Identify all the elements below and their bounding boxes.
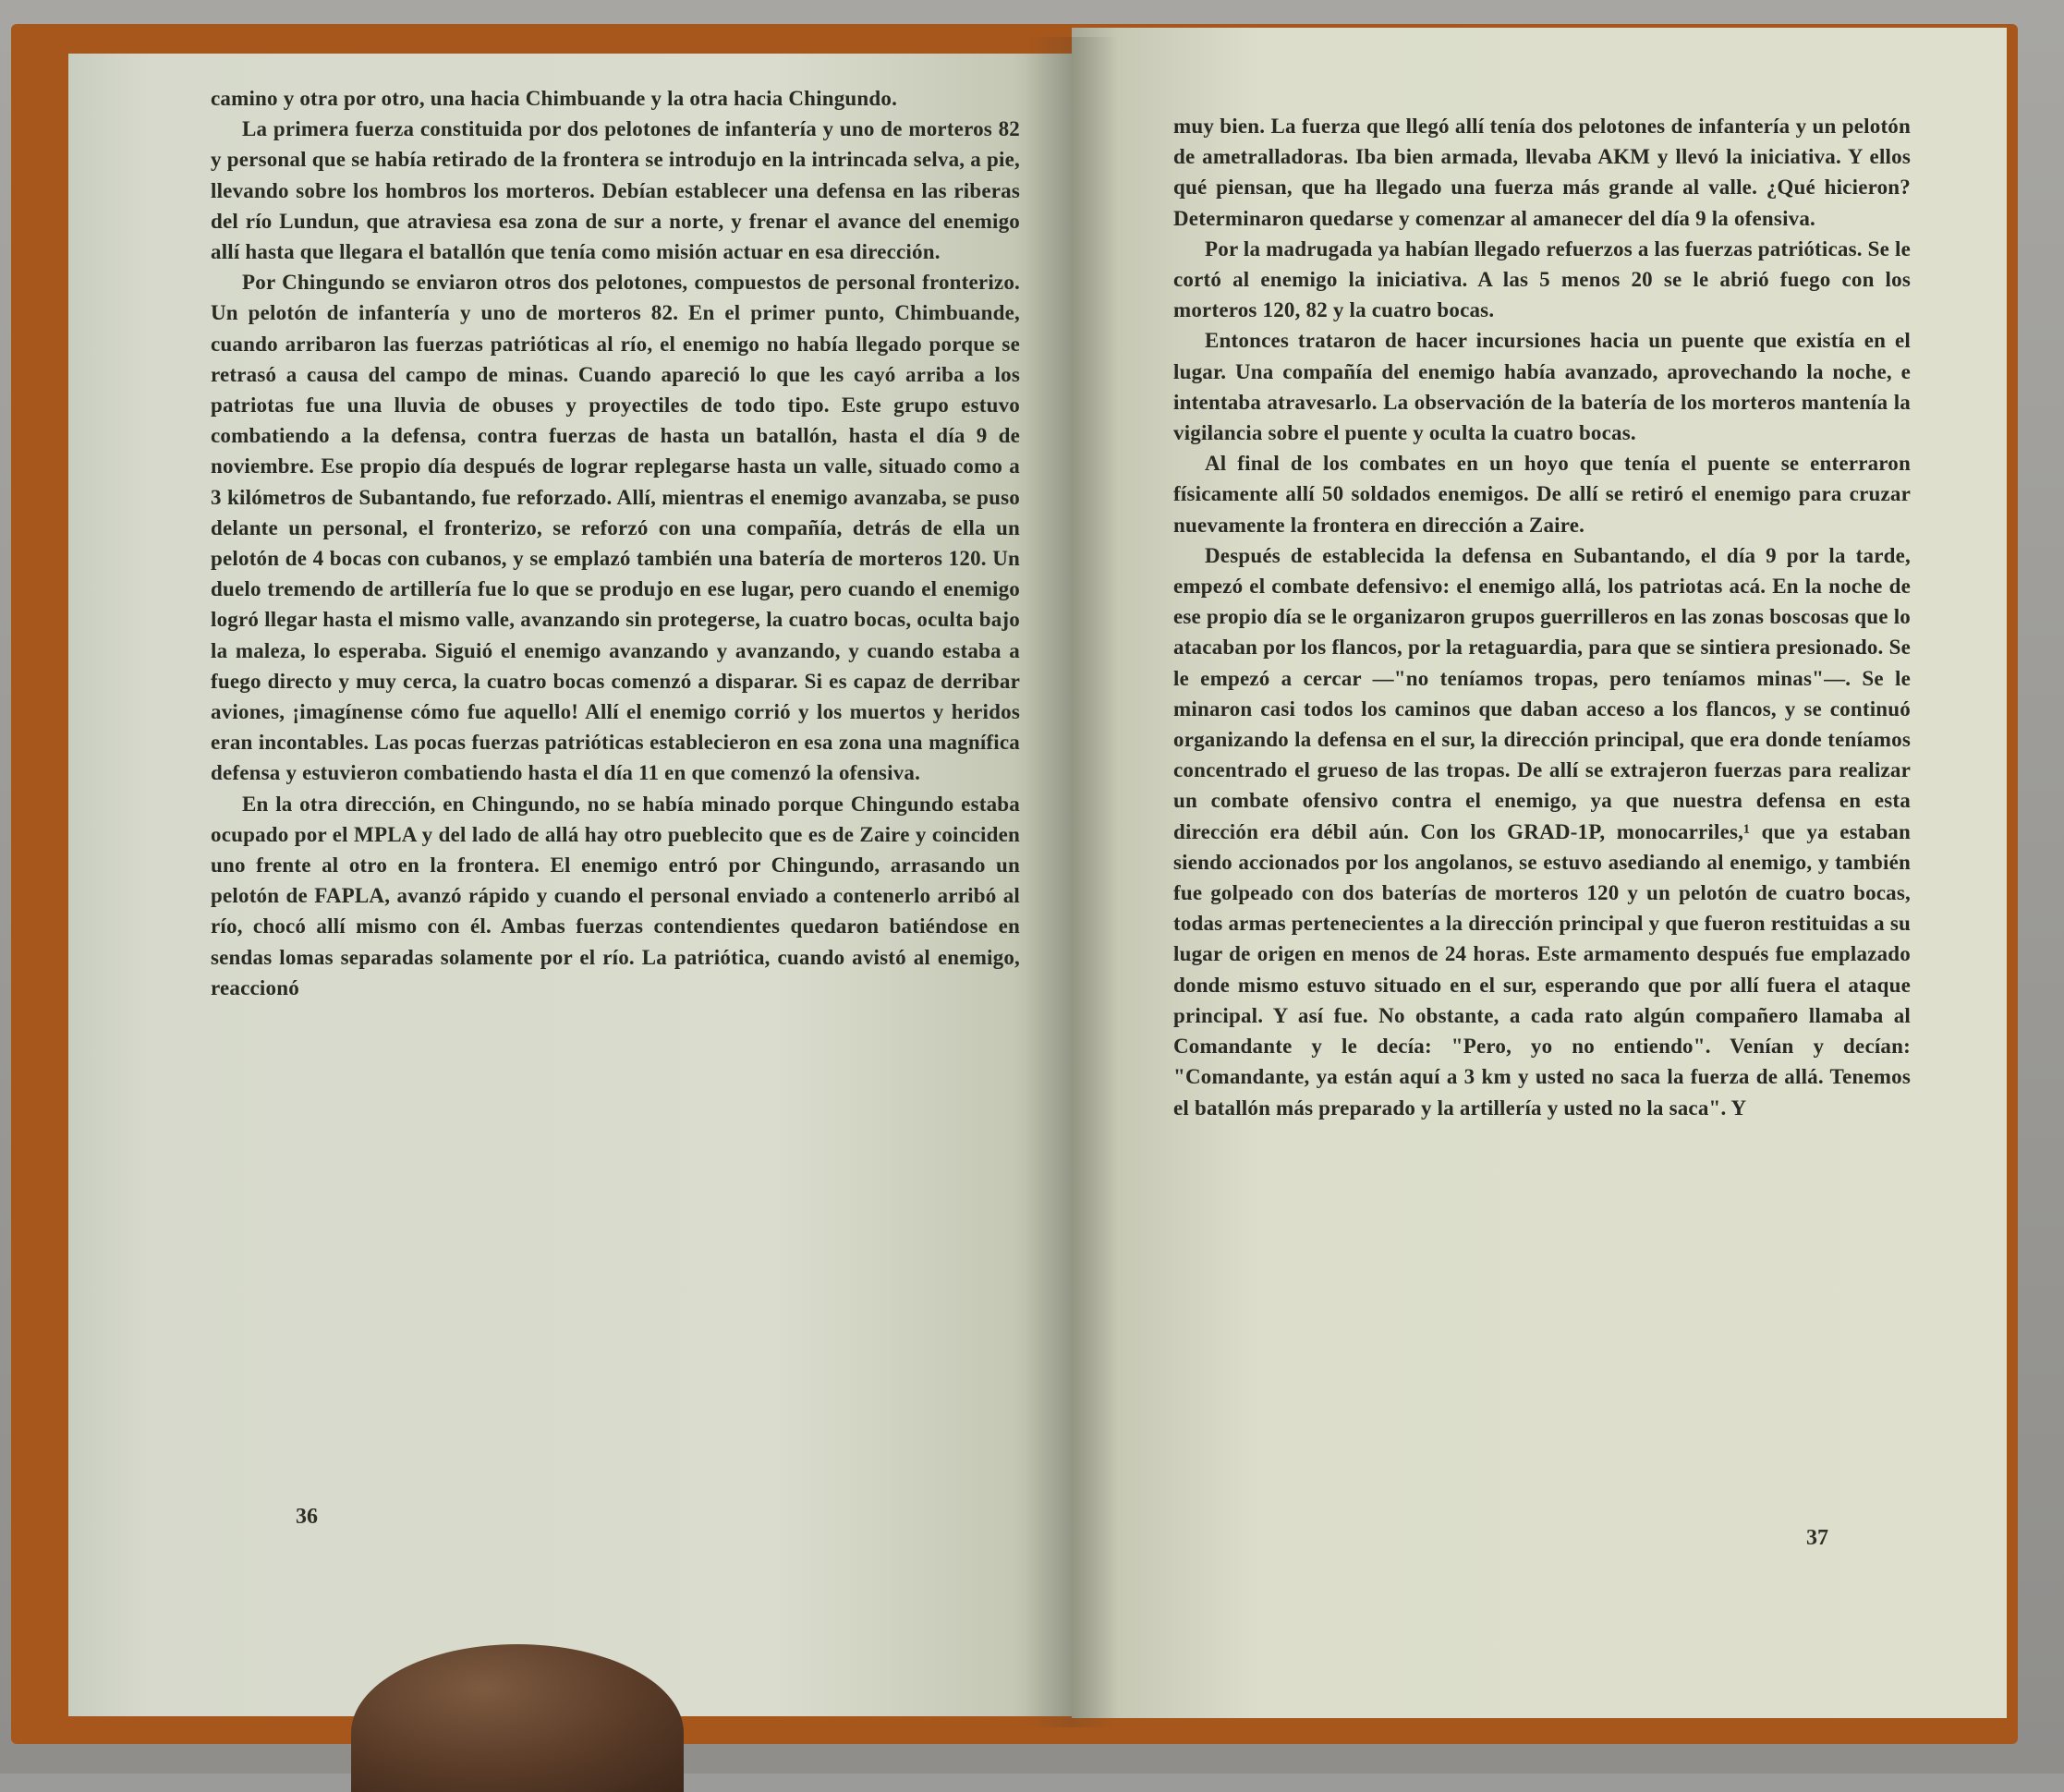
- right-page-number: 37: [1806, 1526, 1828, 1550]
- left-page: [68, 54, 1072, 1716]
- right-paragraph-4: Al final de los combates en un hoyo que tenía el puente se enterraron físicamente allí 50 soldados enemigos. De allí se retiró el enemigo para cruzar nuevamente la frontera en dirección a Zaire.: [1173, 452, 1911, 537]
- left-paragraph-2: La primera fuerza constituida por dos pelotones de infantería y uno de morteros 82 y personal que se había retirado de la frontera se introdujo en la intrincada selva, a pie, llevando sobre los hombros los morteros. Debían establecer una defensa en las riberas del río Lundun, que atraviesa esa zona de sur a norte, y frenar el avance del enemigo allí hasta que llegara el batallón que tenía como misión actuar en esa dirección.: [211, 117, 1020, 264]
- left-paragraph-1: camino y otra por otro, una hacia Chimbuande y la otra hacia Chingundo.: [211, 87, 898, 110]
- right-paragraph-5: Después de establecida la defensa en Subantando, el día 9 por la tarde, empezó el combate defensivo: el enemigo allá, los patriotas acá. En la noche de ese propio día se le organizaron grupos guerrilleros en las zonas boscosas que lo atacaban por los flancos, por la retaguardia, para que se sintiera presionado. Se le empezó a cercar —"no teníamos tropas, pero teníamos minas"—. Se le minaron casi todos los caminos que daban acceso a los flancos, y se continuó organizando la defensa en el sur, la dirección principal, que era donde teníamos concentrado el grueso de las tropas. De allí se extrajeron fuerzas para realizar un combate ofensivo contra el enemigo, ya que nuestra defensa en esta dirección era débil aún. Con los GRAD-1P, monocarriles,¹ que ya estaban siendo accionados por los angolanos, se estuvo asediando al enemigo, y también fue golpeado con dos baterías de morteros 120 y un pelotón de cuatro bocas, todas armas pertenecientes a la dirección principal y que fueron restituidas a su lugar de origen en menos de 24 horas. Este armamento después fue emplazado donde mismo estuvo situado en el sur, esperando que por allí fuera el ataque principal. Y así fue. No obstante, a cada rato algún compañero llamaba al Comandante y le decía: "Pero, yo no entiendo". Venían y decían: "Comandante, ya están aquí a 3 km y usted no saca la fuerza de allá. Tenemos el batallón más preparado y la artillería y usted no la saca". Y: [1173, 543, 1911, 1120]
- left-paragraph-3: Por Chingundo se enviaron otros dos pelotones, compuestos de personal fronterizo. Un pelotón de infantería y uno de morteros 82. En el primer punto, Chimbuande, cuando arribaron las fuerzas patrióticas al río, el enemigo no había llegado porque se retrasó a causa del campo de minas. Cuando apareció lo que les cayó arriba a los patriotas fue una lluvia de obuses y proyectiles de todo tipo. Este grupo estuvo combatiendo a la defensa, contra fuerzas de hasta un batallón, hasta el día 9 de noviembre. Ese propio día después de lograr replegarse hasta un valle, situado como a 3 kilómetros de Subantando, fue reforzado. Allí, mientras el enemigo avanzaba, se puso delante un personal, el fronterizo, se reforzó con una compañía, detrás de ella un pelotón de 4 bocas con cubanos, y se emplazó también una batería de morteros 120. Un duelo tremendo de artillería fue lo que se produjo en ese lugar, pero cuando el enemigo logró llegar hasta el mismo valle, avanzando sin protegerse, la cuatro bocas, oculta bajo la maleza, lo esperaba. Siguió el enemigo avanzando y avanzando, y cuando estaba a fuego directo y muy cerca, la cuatro bocas comenzó a disparar. Si es capaz de derribar aviones, ¡imagínense cómo fue aquello! Allí el enemigo corrió y los muertos y heridos eran incontables. Las pocas fuerzas patrióticas establecieron en esa zona una magnífica defensa y estuvieron combatiendo hasta el día 11 en que comenzó la ofensiva.: [211, 271, 1020, 785]
- right-paragraph-1: muy bien. La fuerza que llegó allí tenía dos pelotones de infantería y un pelotón de ametralladoras. Iba bien armada, llevaba AKM y llevó la iniciativa. Y ellos qué piensan, que ha llegado una fuerza más grande al valle. ¿Qué hicieron? Determinaron quedarse y comenzar al amanecer del día 9 la ofensiva.: [1173, 115, 1911, 230]
- right-page-text: [1173, 111, 1911, 1123]
- right-paragraph-2: Por la madrugada ya habían llegado refuerzos a las fuerzas patrióticas. Se le cortó al enemigo la iniciativa. A las 5 menos 20 se le abrió fuego con los morteros 120, 82 y la cuatro bocas.: [1173, 236, 1911, 322]
- left-paragraph-4: En la otra dirección, en Chingundo, no se había minado porque Chingundo estaba ocupado por el MPLA y del lado de allá hay otro pueblecito que es de Zaire y coinciden uno frente al otro en la frontera. El enemigo entró por Chingundo, arrasando un pelotón de FAPLA, avanzó rápido y cuando el personal enviado a contenerlo arribó al río, chocó allí mismo con él. Ambas fuerzas contendientes quedaron batiéndose en sendas lomas separadas solamente por el río. La patriótica, cuando avistó al enemigo, reaccionó: [211, 792, 1020, 999]
- left-page-text: [211, 83, 1020, 1003]
- book-gutter: [1026, 37, 1118, 1727]
- left-page-number: 36: [296, 1505, 318, 1529]
- right-paragraph-3: Entonces trataron de hacer incursiones hacia un puente que existía en el lugar. Una compañía del enemigo había avanzado, aprovechando la noche, e intentaba atravesarlo. La observación de la batería de los morteros mantenía la vigilancia sobre el puente y oculta la cuatro bocas.: [1173, 329, 1911, 445]
- right-page: [1072, 28, 2007, 1718]
